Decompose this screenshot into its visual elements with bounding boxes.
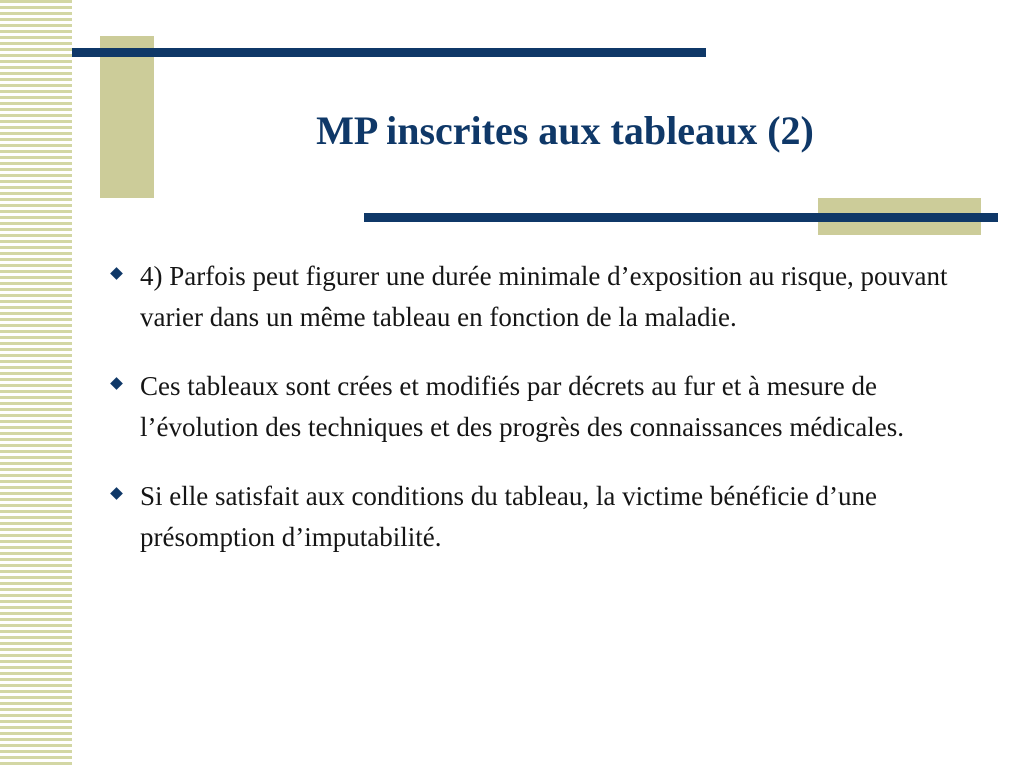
bullet-text: Ces tableaux sont crées et modifiés par décrets au fur et à mesure de l’évolution des techniques et des progrès des connaissances médicales. xyxy=(140,371,905,442)
diamond-bullet-icon xyxy=(110,487,123,500)
top-accent-block xyxy=(100,36,154,198)
bullet-list xyxy=(106,256,966,586)
diamond-bullet-icon xyxy=(110,377,123,390)
bullet-text: Si elle satisfait aux conditions du tableau, la victime bénéficie d’une présomption d’imputabilité. xyxy=(140,481,878,552)
list-item xyxy=(106,366,966,448)
list-item xyxy=(106,256,966,338)
bottom-accent-line xyxy=(364,213,998,222)
bullet-text: 4) Parfois peut figurer une durée minimale d’exposition au risque, pouvant varier dans un même tableau en fonction de la maladie. xyxy=(140,261,948,332)
slide-title: MP inscrites aux tableaux (2) xyxy=(316,108,814,153)
list-item xyxy=(106,476,966,558)
left-stripe-decoration xyxy=(0,0,72,768)
diamond-bullet-icon xyxy=(110,267,123,280)
top-accent-line xyxy=(72,48,706,57)
